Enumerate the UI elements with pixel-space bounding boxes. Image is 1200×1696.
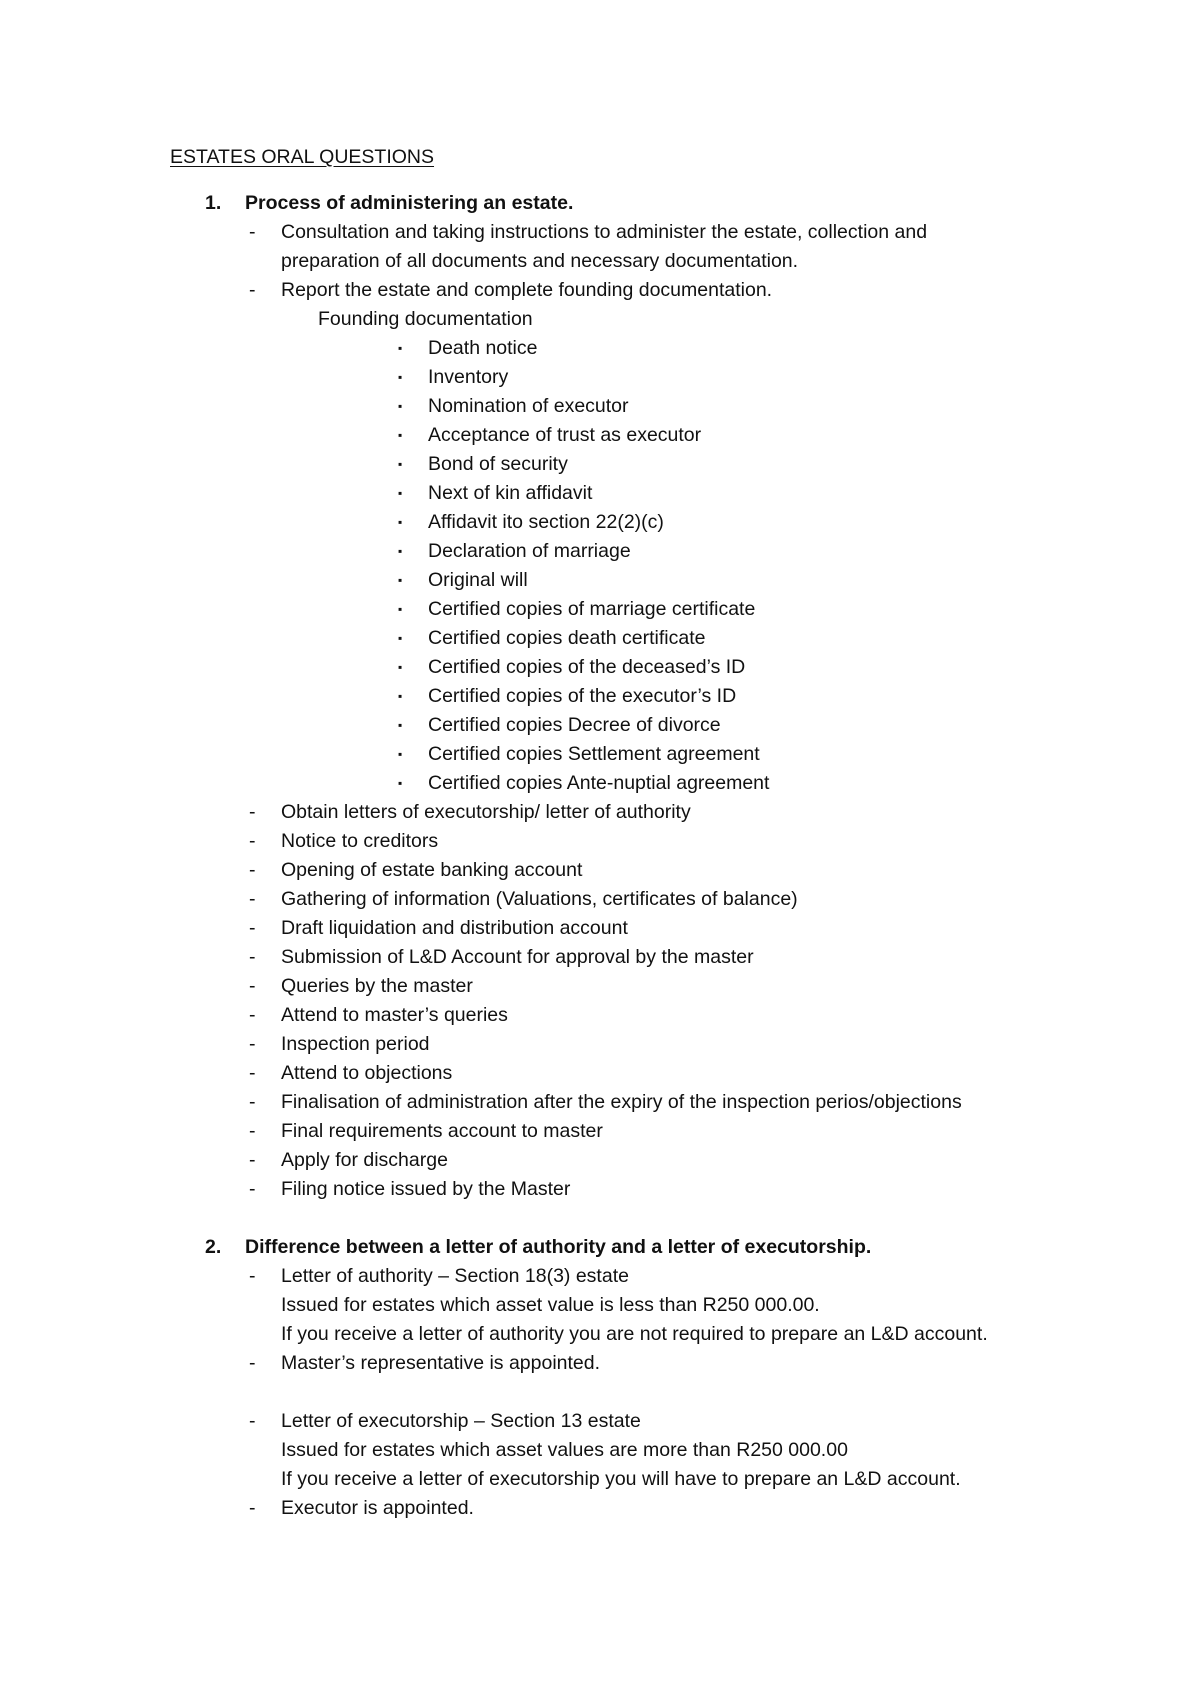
dash-marker: -	[249, 1410, 256, 1432]
bullet-item-text: Death notice	[428, 337, 538, 359]
square-bullet-icon: ▪	[398, 515, 403, 529]
list-item-text: If you receive a letter of authority you are not required to prepare an L&D account.	[281, 1323, 988, 1345]
bullet-item-text: Certified copies of marriage certificate	[428, 598, 756, 620]
dash-marker: -	[249, 1178, 256, 1200]
dash-marker: -	[249, 1265, 256, 1287]
dash-marker: -	[249, 801, 256, 823]
dash-marker: -	[249, 830, 256, 852]
bullet-item-text: Declaration of marriage	[428, 540, 631, 562]
dash-marker: -	[249, 279, 256, 301]
list-item-text: Opening of estate banking account	[281, 859, 583, 881]
list-item-text: Obtain letters of executorship/ letter of authority	[281, 801, 691, 823]
square-bullet-icon: ▪	[398, 544, 403, 558]
bullet-item-text: Certified copies of the deceased’s ID	[428, 656, 746, 678]
question-text: Difference between a letter of authority and a letter of executorship.	[245, 1236, 872, 1258]
dash-marker: -	[249, 1497, 256, 1519]
bullet-item-text: Certified copies Decree of divorce	[428, 714, 721, 736]
dash-marker: -	[249, 888, 256, 910]
list-item-text: Finalisation of administration after the expiry of the inspection perios/objections	[281, 1091, 962, 1113]
list-item-text: Gathering of information (Valuations, certificates of balance)	[281, 888, 798, 910]
dash-marker: -	[249, 1033, 256, 1055]
dash-marker: -	[249, 1004, 256, 1026]
square-bullet-icon: ▪	[398, 428, 403, 442]
list-item-text: preparation of all documents and necessary documentation.	[281, 250, 799, 272]
bullet-item-text: Inventory	[428, 366, 509, 388]
square-bullet-icon: ▪	[398, 457, 403, 471]
list-item-text: Report the estate and complete founding documentation.	[281, 279, 773, 301]
bullet-item-text: Certified copies death certificate	[428, 627, 706, 649]
square-bullet-icon: ▪	[398, 370, 403, 384]
dash-marker: -	[249, 859, 256, 881]
list-item-text: Letter of executorship – Section 13 estate	[281, 1410, 641, 1432]
dash-marker: -	[249, 1120, 256, 1142]
list-item-text: Consultation and taking instructions to administer the estate, collection and	[281, 221, 928, 243]
square-bullet-icon: ▪	[398, 573, 403, 587]
bullet-item-text: Affidavit ito section 22(2)(c)	[428, 511, 664, 533]
list-item-text: Inspection period	[281, 1033, 430, 1055]
square-bullet-icon: ▪	[398, 660, 403, 674]
square-bullet-icon: ▪	[398, 341, 403, 355]
dash-marker: -	[249, 1149, 256, 1171]
list-item-text: Final requirements account to master	[281, 1120, 603, 1142]
list-item-text: Issued for estates which asset value is less than R250 000.00.	[281, 1294, 820, 1316]
square-bullet-icon: ▪	[398, 399, 403, 413]
list-item-text: Letter of authority – Section 18(3) estate	[281, 1265, 629, 1287]
question-number: 1.	[205, 192, 222, 214]
list-item-text: Submission of L&D Account for approval by the master	[281, 946, 754, 968]
bullet-item-text: Bond of security	[428, 453, 568, 475]
square-bullet-icon: ▪	[398, 689, 403, 703]
list-item-text: Master’s representative is appointed.	[281, 1352, 601, 1374]
bullet-item-text: Certified copies of the executor’s ID	[428, 685, 737, 707]
question-text: Process of administering an estate.	[245, 192, 574, 214]
list-item-text: Issued for estates which asset values are more than R250 000.00	[281, 1439, 848, 1461]
list-item-text: Draft liquidation and distribution account	[281, 917, 628, 939]
bullet-item-text: Certified copies Settlement agreement	[428, 743, 760, 765]
document-title: ESTATES ORAL QUESTIONS	[170, 146, 435, 168]
dash-marker: -	[249, 1062, 256, 1084]
list-item-text: Attend to objections	[281, 1062, 453, 1084]
list-item-text: Notice to creditors	[281, 830, 439, 852]
square-bullet-icon: ▪	[398, 747, 403, 761]
list-item-text: If you receive a letter of executorship you will have to prepare an L&D account.	[281, 1468, 961, 1490]
bullet-item-text: Original will	[428, 569, 528, 591]
list-item-text: Executor is appointed.	[281, 1497, 474, 1519]
dash-marker: -	[249, 1091, 256, 1113]
square-bullet-icon: ▪	[398, 776, 403, 790]
list-item-text: Queries by the master	[281, 975, 473, 997]
dash-marker: -	[249, 221, 256, 243]
dash-marker: -	[249, 975, 256, 997]
square-bullet-icon: ▪	[398, 718, 403, 732]
dash-marker: -	[249, 946, 256, 968]
dash-marker: -	[249, 917, 256, 939]
square-bullet-icon: ▪	[398, 602, 403, 616]
dash-marker: -	[249, 1352, 256, 1374]
square-bullet-icon: ▪	[398, 631, 403, 645]
list-item-text: Apply for discharge	[281, 1149, 448, 1171]
bullet-item-text: Nomination of executor	[428, 395, 629, 417]
bullet-item-text: Acceptance of trust as executor	[428, 424, 702, 446]
question-number: 2.	[205, 1236, 222, 1258]
sublist-label: Founding documentation	[318, 308, 533, 330]
list-item-text: Filing notice issued by the Master	[281, 1178, 571, 1200]
list-item-text: Attend to master’s queries	[281, 1004, 508, 1026]
bullet-item-text: Certified copies Ante-nuptial agreement	[428, 772, 770, 794]
square-bullet-icon: ▪	[398, 486, 403, 500]
bullet-item-text: Next of kin affidavit	[428, 482, 593, 504]
